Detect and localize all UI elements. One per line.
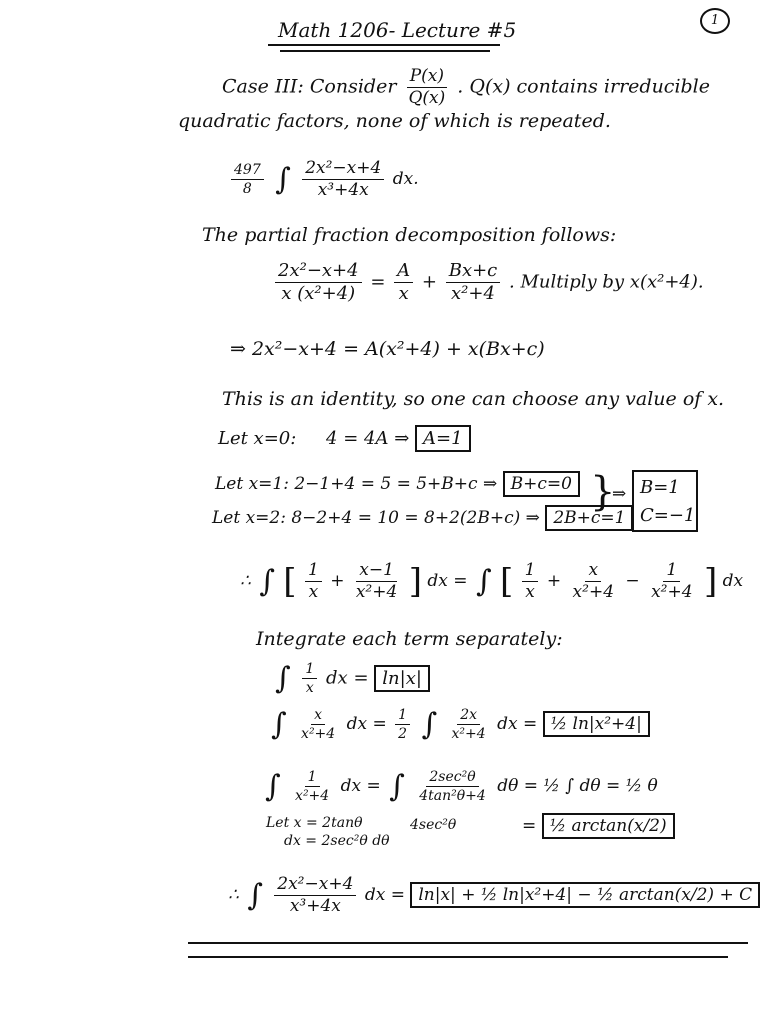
final-frac xyxy=(274,876,356,915)
term-1-num: 1 xyxy=(302,662,317,679)
term-2-mid-num: 2x xyxy=(457,708,480,725)
equals-sign: = xyxy=(390,885,405,905)
pfd-equation xyxy=(272,262,704,303)
split-frac-4-num: 1 xyxy=(663,562,680,582)
split-frac-3a-den: x xyxy=(525,582,535,602)
case-fraction-numerator: P(x) xyxy=(407,68,447,88)
problem-number xyxy=(231,163,264,196)
integral-sign: ∫ xyxy=(389,768,405,804)
case-text: Consider xyxy=(309,75,397,98)
therefore-symbol: ∴ xyxy=(240,571,251,591)
identity-text: This is an identity, so one can choose any value of x. xyxy=(222,388,725,410)
pfd-a-numerator: A xyxy=(394,262,413,283)
split-frac-1-den: x xyxy=(308,582,319,602)
final-answer xyxy=(228,876,760,915)
result-b: B=1 xyxy=(640,477,680,498)
bracket-left: [ xyxy=(499,561,514,602)
term-2-mid-den: x²+4 xyxy=(451,726,486,742)
integral-sign: ∫ xyxy=(275,161,291,197)
identity-equation: ⇒ 2x²−x+4 = A(x²+4) + x(Bx+c) xyxy=(230,338,545,360)
term-3-dx: dx xyxy=(340,776,362,796)
term-3 xyxy=(262,770,658,803)
split-frac-2-num: x−1 xyxy=(356,562,397,582)
plus-sign: + xyxy=(330,571,345,591)
term-2-mid-dx: dx xyxy=(497,714,518,734)
case-fraction-denominator: Q(x) xyxy=(408,88,446,108)
case-fraction xyxy=(405,68,448,107)
final-result-box: ln|x| + ½ ln|x²+4| − ½ arctan(x/2) + C xyxy=(410,882,760,908)
equals-sign: = xyxy=(370,271,386,293)
term-3-dtheta: dθ xyxy=(497,776,519,796)
integral-sign: ∫ xyxy=(275,660,291,696)
problem-number-denominator: 8 xyxy=(242,181,252,197)
term-2-frac xyxy=(298,708,338,741)
term-3-mid-den: 4tan²θ+4 xyxy=(419,788,486,804)
final-dx: dx xyxy=(364,885,386,905)
integrand-numerator: 2x²−x+4 xyxy=(302,160,384,180)
bracket-left: [ xyxy=(283,561,297,602)
term-2 xyxy=(268,708,650,741)
plus-sign: + xyxy=(421,271,437,293)
split-frac-2 xyxy=(353,562,400,601)
term-2-result-box: ½ ln|x²+4| xyxy=(543,711,650,737)
substitution-2: dx = 2sec²θ dθ xyxy=(284,833,390,849)
split-frac-1 xyxy=(305,562,322,601)
split-dx: dx xyxy=(427,571,448,591)
bracket-right: ] xyxy=(408,561,422,602)
equals-sign: = xyxy=(372,714,387,734)
result-bc-box xyxy=(632,470,698,532)
term-3-num: 1 xyxy=(305,770,320,787)
title-underline xyxy=(268,44,500,46)
let-x-2-equation: Let x=2: 8−2+4 = 10 = 8+2(2B+c) ⇒ xyxy=(212,508,540,528)
integral-sign: ∫ xyxy=(421,706,438,742)
bottom-rule-1 xyxy=(188,942,748,944)
page-title: Math 1206- Lecture #5 xyxy=(278,18,517,42)
integral-sign: ∫ xyxy=(247,877,263,913)
result-a-box: A=1 xyxy=(415,425,471,452)
integral-sign: ∫ xyxy=(475,563,492,599)
term-1 xyxy=(272,662,430,695)
integrand-denominator: x³+4x xyxy=(317,180,369,200)
integral-dx: dx. xyxy=(392,169,419,189)
result-c: C=−1 xyxy=(640,505,696,526)
term-2-coef-den: 2 xyxy=(398,726,408,742)
final-num: 2x²−x+4 xyxy=(274,876,356,896)
split-frac-1-num: 1 xyxy=(305,562,322,582)
pfd-b-numerator: Bx+c xyxy=(446,262,501,283)
substitution-3: 4sec²θ xyxy=(410,817,457,833)
split-dx-2: dx xyxy=(722,571,744,591)
pfd-intro: The partial fraction decomposition follows: xyxy=(202,224,617,246)
term-1-frac xyxy=(302,662,317,695)
term-1-den: x xyxy=(305,680,314,696)
page-number: 1 xyxy=(700,8,730,34)
pfd-lhs xyxy=(275,262,362,303)
split-frac-3 xyxy=(570,562,617,601)
equals-sign: = xyxy=(353,667,369,689)
integral-sign: ∫ xyxy=(271,706,287,742)
split-frac-4-den: x²+4 xyxy=(651,582,693,602)
term-1-dx: dx xyxy=(326,667,348,689)
split-frac-4 xyxy=(648,562,695,601)
pfd-lhs-denominator: x (x²+4) xyxy=(281,283,356,304)
system-brace: } xyxy=(590,469,616,515)
problem-integral xyxy=(228,160,419,199)
bracket-right: ] xyxy=(703,561,718,602)
equals-sign: = xyxy=(453,571,468,591)
problem-number-numerator: 497 xyxy=(231,163,264,180)
term-2-num: x xyxy=(311,708,325,725)
case-line-2: quadratic factors, none of which is repeated. xyxy=(178,110,611,132)
integrate-text: Integrate each term separately: xyxy=(256,628,563,650)
let-x-2 xyxy=(212,510,633,527)
plus-sign: + xyxy=(546,571,562,591)
term-1-result-box: ln|x| xyxy=(374,665,430,692)
equals-sign: = xyxy=(522,816,537,836)
equation-2-box: 2B+c=1 xyxy=(545,505,633,531)
term-2-coef xyxy=(395,708,410,741)
term-3-den: x²+4 xyxy=(295,788,330,804)
let-x-1 xyxy=(215,476,580,493)
split-frac-3-num: x xyxy=(585,562,601,582)
integral-sign: ∫ xyxy=(265,768,281,804)
minus-sign: − xyxy=(625,571,640,591)
equation-1-box: B+c=0 xyxy=(503,471,580,497)
integrand-fraction xyxy=(302,160,384,199)
split-integral xyxy=(240,562,743,601)
term-2-dx: dx xyxy=(346,714,368,734)
bottom-rule-2 xyxy=(188,956,728,958)
pfd-a-denominator: x xyxy=(398,283,409,304)
let-x-0 xyxy=(218,430,471,448)
equals-sign: = xyxy=(522,714,538,734)
let-x-0-equation: 4 = 4A ⇒ xyxy=(326,428,410,449)
split-frac-3a-num: 1 xyxy=(522,562,539,582)
let-x-0-label: Let x=0: xyxy=(218,428,297,449)
pfd-term-b xyxy=(446,262,501,303)
term-2-coef-num: 1 xyxy=(395,708,410,725)
split-frac-3-den: x²+4 xyxy=(572,582,615,602)
term-2-den: x²+4 xyxy=(301,726,336,742)
split-frac-3a xyxy=(522,562,539,601)
pfd-multiply-note: . Multiply by x(x²+4). xyxy=(509,271,704,293)
term-3-rhs: = ½ ∫ dθ = ½ θ xyxy=(523,776,658,796)
implies-arrow: ⇒ xyxy=(612,484,627,504)
integral-sign: ∫ xyxy=(259,563,275,599)
split-frac-2-den: x²+4 xyxy=(355,582,398,602)
final-den: x³+4x xyxy=(289,896,341,916)
term-3-result xyxy=(522,818,675,835)
case-label: Case III: xyxy=(222,75,304,98)
title-underline-2 xyxy=(280,50,490,52)
pfd-lhs-numerator: 2x²−x+4 xyxy=(275,262,362,283)
term-3-result-box: ½ arctan(x/2) xyxy=(542,813,675,839)
case-text-continued: . Q(x) contains irreducible xyxy=(457,75,711,98)
case-statement xyxy=(222,68,710,107)
therefore-symbol: ∴ xyxy=(228,885,239,905)
let-x-1-equation: Let x=1: 2−1+4 = 5 = 5+B+c ⇒ xyxy=(215,474,498,494)
pfd-term-a xyxy=(394,262,413,303)
term-3-frac xyxy=(292,770,332,803)
term-2-mid-frac xyxy=(449,708,489,741)
substitution-1: Let x = 2tanθ xyxy=(266,815,363,831)
term-3-mid-frac xyxy=(416,770,489,803)
pfd-b-denominator: x²+4 xyxy=(451,283,495,304)
equals-sign: = xyxy=(366,776,381,796)
term-3-mid-num: 2sec²θ xyxy=(426,770,478,787)
